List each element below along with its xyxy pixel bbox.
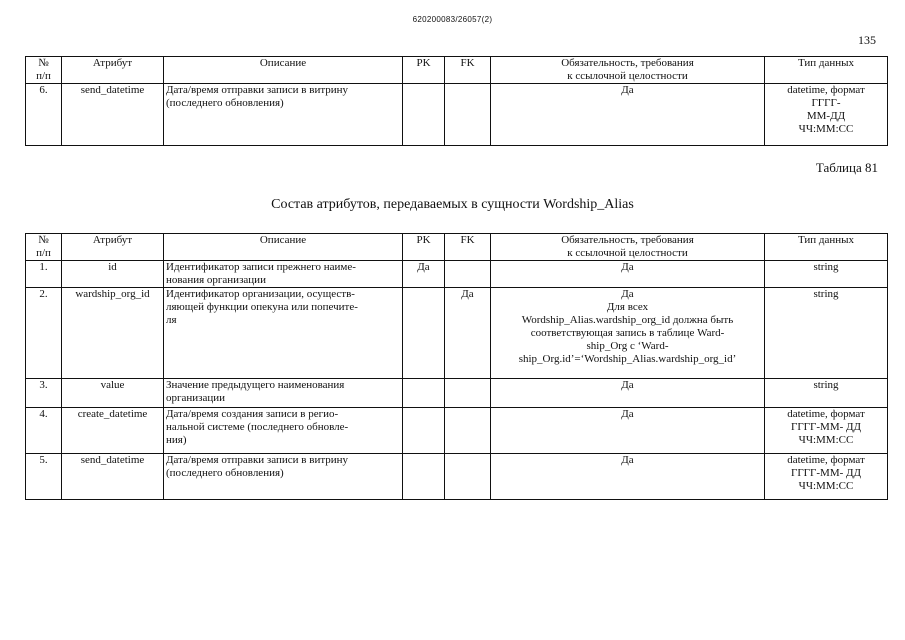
cell-attribute: create_datetime	[62, 408, 164, 454]
cell-fk	[445, 261, 491, 288]
header-description: Описание	[164, 57, 403, 84]
cell-num: 2.	[26, 288, 62, 379]
attributes-table	[25, 233, 888, 500]
cell-description: Идентификатор организации, осуществ- ляющей функции опекуна или попечите- ля	[164, 288, 403, 379]
table-header-row	[26, 234, 888, 261]
cell-data-type: string	[765, 261, 888, 288]
document-id: 620200083/26057(2)	[412, 15, 493, 24]
cell-num: 6.	[26, 84, 62, 146]
header-num: № п/п	[26, 57, 62, 84]
header-num: № п/п	[26, 234, 62, 261]
table-row	[26, 379, 888, 408]
table-title: Состав атрибутов, передаваемых в сущности Wordship_Alias	[271, 197, 634, 212]
cell-attribute: send_datetime	[62, 84, 164, 146]
header-pk: PK	[403, 57, 445, 84]
cell-pk	[403, 454, 445, 500]
table-row	[26, 84, 888, 146]
table-row	[26, 288, 888, 379]
header-requirements: Обязательность, требования к ссылочной целостности	[491, 57, 765, 84]
cell-attribute: wardship_org_id	[62, 288, 164, 379]
table-row	[26, 454, 888, 500]
cell-attribute: send_datetime	[62, 454, 164, 500]
table-row	[26, 408, 888, 454]
cell-num: 4.	[26, 408, 62, 454]
cell-num: 5.	[26, 454, 62, 500]
cell-fk	[445, 379, 491, 408]
cell-description: Дата/время отправки записи в витрину (последнего обновления)	[164, 454, 403, 500]
cell-data-type: datetime, формат ГГГГ-ММ- ДД ЧЧ:ММ:СС	[765, 408, 888, 454]
header-data-type: Тип данных	[765, 57, 888, 84]
cell-requirements: Да	[491, 379, 765, 408]
cell-attribute: id	[62, 261, 164, 288]
header-description: Описание	[164, 234, 403, 261]
header-requirements: Обязательность, требования к ссылочной целостности	[491, 234, 765, 261]
cell-num: 3.	[26, 379, 62, 408]
attributes-table-continued	[25, 56, 888, 146]
header-attribute: Атрибут	[62, 57, 164, 84]
page-number: 135	[858, 33, 876, 47]
table-row	[26, 261, 888, 288]
cell-pk	[403, 84, 445, 146]
cell-fk: Да	[445, 288, 491, 379]
cell-requirements: Да	[491, 408, 765, 454]
header-pk: PK	[403, 234, 445, 261]
cell-description: Значение предыдущего наименования организации	[164, 379, 403, 408]
cell-requirements: Да Для всех Wordship_Alias.wardship_org_id должна быть соответствующая запись в таблице Ward- ship_Org с ‘Ward- ship_Org.id’=‘Wordship_Alias.wardship_org_id’	[491, 288, 765, 379]
cell-data-type: string	[765, 288, 888, 379]
cell-requirements: Да	[491, 261, 765, 288]
cell-data-type: datetime, формат ГГГГ-ММ- ДД ЧЧ:ММ:СС	[765, 454, 888, 500]
cell-data-type: datetime, формат ГГГГ- ММ-ДД ЧЧ:ММ:СС	[765, 84, 888, 146]
cell-pk	[403, 408, 445, 454]
header-attribute: Атрибут	[62, 234, 164, 261]
cell-pk	[403, 288, 445, 379]
cell-pk: Да	[403, 261, 445, 288]
cell-attribute: value	[62, 379, 164, 408]
header-fk: FK	[445, 57, 491, 84]
cell-requirements: Да	[491, 454, 765, 500]
cell-requirements: Да	[491, 84, 765, 146]
table-caption: Таблица 81	[815, 160, 878, 175]
cell-pk	[403, 379, 445, 408]
cell-fk	[445, 408, 491, 454]
cell-fk	[445, 84, 491, 146]
cell-num: 1.	[26, 261, 62, 288]
cell-description: Дата/время создания записи в регио- нальной системе (последнего обновле- ния)	[164, 408, 403, 454]
header-data-type: Тип данных	[765, 234, 888, 261]
cell-data-type: string	[765, 379, 888, 408]
table-header-row	[26, 57, 888, 84]
cell-fk	[445, 454, 491, 500]
cell-description: Дата/время отправки записи в витрину (последнего обновления)	[164, 84, 403, 146]
cell-description: Идентификатор записи прежнего наиме- нования организации	[164, 261, 403, 288]
header-fk: FK	[445, 234, 491, 261]
